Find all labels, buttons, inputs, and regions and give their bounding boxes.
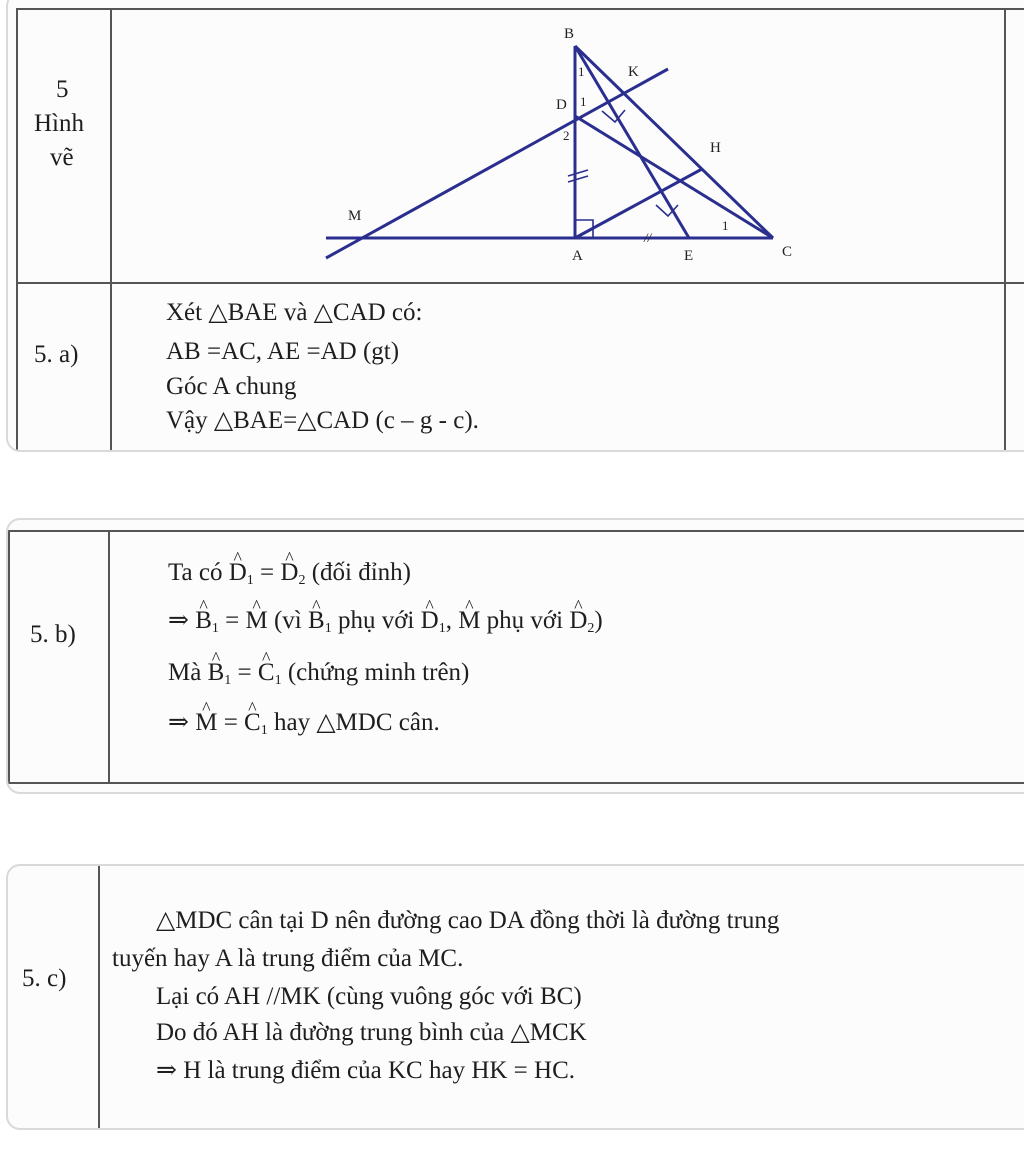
tick-ad-2	[568, 176, 588, 182]
proof-c-line-2: tuyến hay A là trung điểm của MC.	[112, 945, 464, 972]
angle-d1: 1	[580, 94, 587, 109]
column-divider	[98, 866, 100, 1128]
geometry-figure	[8, 0, 1024, 284]
proof-line-1: Xét △BAE và △CAD có:	[166, 299, 423, 326]
label-m: M	[348, 208, 362, 224]
angle-b1: 1	[578, 64, 585, 79]
row-label-5a: 5. a)	[34, 341, 79, 368]
row-label-5b: 5. b)	[30, 621, 76, 648]
column-divider	[108, 530, 110, 782]
proof-c-line-5: ⇒ H là trung điểm của KC hay HK = HC.	[156, 1057, 576, 1084]
solution-card-5b	[6, 518, 1024, 794]
label-d: D	[556, 97, 567, 113]
proof-b-line-1: Ta có ^ $D_1$ = ^ $D_2$ (đối đỉnh)	[168, 560, 411, 588]
proof-line-3: Góc A chung	[166, 373, 297, 400]
proof-line-4: Vậy △BAE=△CAD (c – g - c).	[166, 407, 479, 434]
label-k: K	[628, 64, 639, 80]
solution-card-5-figure-and-a	[6, 0, 1024, 452]
row-label-hinh: Hình	[34, 110, 84, 137]
proof-b-line-2: ⇒ ^ $B_1$ = ^ M (vì ^ $B_1$ phụ với ^ $D_1$, ^ M phụ với ^ $D_2$)	[168, 608, 603, 636]
line-dc	[575, 116, 773, 238]
proof-c-line-3: Lại có AH //MK (cùng vuông góc với BC)	[156, 983, 582, 1010]
row-number: 5	[56, 76, 69, 103]
tick-ad-1	[568, 170, 588, 176]
row-label-ve: vẽ	[50, 144, 74, 171]
label-a: A	[572, 248, 583, 264]
proof-b-line-3: Mà ^ $B_1$ = ^ $C_1$ (chứng minh trên)	[168, 660, 469, 688]
label-h: H	[710, 140, 721, 156]
line-mk	[326, 69, 668, 258]
label-b: B	[564, 26, 575, 42]
label-e: E	[684, 248, 694, 264]
angle-d2: 2	[563, 128, 570, 143]
angle-c1: 1	[722, 218, 729, 233]
row-label-5c: 5. c)	[22, 965, 67, 992]
proof-c-line-4: Do đó AH là đường trung bình của △MCK	[156, 1019, 587, 1046]
proof-line-2: AB =AC, AE =AD (gt)	[166, 338, 400, 365]
tick-ae: //	[644, 230, 652, 245]
label-c: C	[782, 244, 793, 260]
proof-c-line-1: △MDC cân tại D nên đường cao DA đồng thời là đường trung	[156, 907, 780, 934]
table-frame	[8, 530, 1024, 784]
proof-b-line-4: ⇒ ^ M = ^ $C_1$ hay △MDC cân.	[168, 710, 440, 738]
solution-card-5c	[6, 864, 1024, 1130]
